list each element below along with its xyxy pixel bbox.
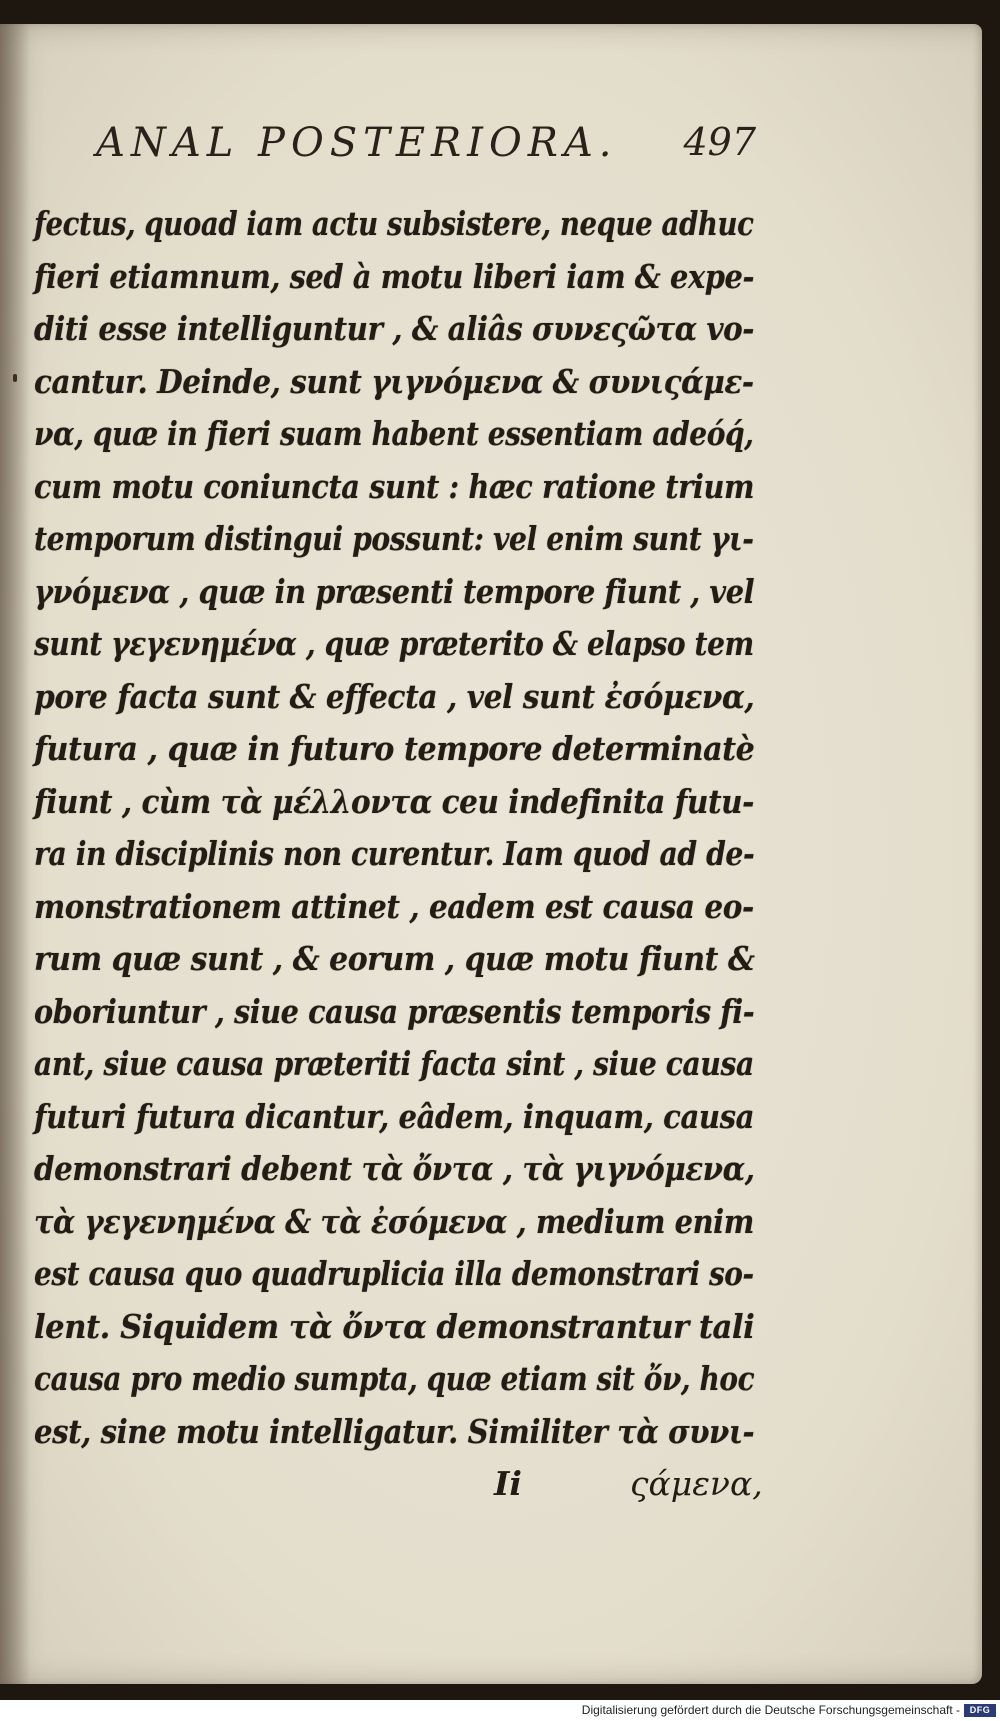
text-line: τὰ γεγενημένα & τὰ ἐσόμενα , medium enim xyxy=(34,1201,754,1241)
running-head xyxy=(96,120,756,180)
text-line: lent. Siquidem τὰ ὄντα demonstrantur tali xyxy=(34,1306,755,1346)
text-line: να, quæ in fieri suam habent essentiam adeóq́, xyxy=(34,414,754,453)
text-line: demonstrari debent τὰ ὄντα , τὰ γιγνόμενα, xyxy=(34,1149,755,1188)
text-line: fectus, quoad iam actu subsistere, neque adhuc xyxy=(34,204,754,243)
text-line: γνόμενα , quæ in præsenti tempore fiunt , vel xyxy=(34,571,755,611)
book-page xyxy=(0,24,982,1684)
catchword: ςάμενα, xyxy=(630,1464,763,1503)
text-line: est, sine motu intelligatur. Similiter τὰ συνι- xyxy=(34,1411,755,1451)
text-line: causa pro medio sumpta, quæ etiam sit ὄν, hoc xyxy=(34,1359,755,1398)
text-line: diti esse intelliguntur , & aliâs συνεςῶτα vo- xyxy=(34,309,755,348)
page-gutter-shadow xyxy=(0,24,30,1684)
text-line: futura , quæ in futuro tempore determinatè xyxy=(34,729,755,768)
credit-text: Digitalisierung gefördert durch die Deutsche Forschungsgemeinschaft - xyxy=(581,1703,960,1717)
text-line: ant, siue causa præteriti facta sint , siue causa xyxy=(34,1044,754,1083)
text-line: rum quæ sunt , & eorum , quæ motu fiunt & xyxy=(34,939,755,978)
signature-mark: Ii xyxy=(494,1464,522,1503)
text-line: cum motu coniuncta sunt : hæc ratione trium xyxy=(34,466,755,506)
text-line: cantur. Deinde, sunt γιγνόμενα & συνιςάμε- xyxy=(34,361,754,401)
text-block xyxy=(34,198,764,1510)
text-line: futuri futura dicantur, eâdem, inquam, causa xyxy=(34,1096,755,1136)
page-number: 497 xyxy=(683,120,756,164)
text-line: est causa quo quadruplicia illa demonstrari so- xyxy=(34,1254,754,1293)
text-line: temporum distingui possunt: vel enim sunt γι- xyxy=(34,519,754,558)
text-line: sunt γεγενημένα , quæ præterito & elapso tem xyxy=(34,624,754,663)
text-line: ra in disciplinis non curentur. Iam quod ad de- xyxy=(34,834,755,873)
text-line: fieri etiamnum, sed à motu liberi iam & expe- xyxy=(34,256,755,296)
text-line: monstrationem attinet , eadem est causa eo- xyxy=(34,886,754,926)
running-title: ANAL POSTERIORA. xyxy=(96,120,618,166)
text-line: pore facta sunt & effecta , vel sunt ἐσόμενα, xyxy=(34,676,755,716)
margin-ink-mark xyxy=(13,374,17,382)
text-line: oboriuntur , siue causa præsentis temporis fi- xyxy=(34,991,755,1031)
signature-line xyxy=(34,1458,764,1510)
text-line: fiunt , cùm τὰ μέλλοντα ceu indefinita futu- xyxy=(34,781,754,821)
digitization-credit-bar xyxy=(0,1700,1000,1721)
dfg-logo: DFG xyxy=(964,1704,996,1717)
